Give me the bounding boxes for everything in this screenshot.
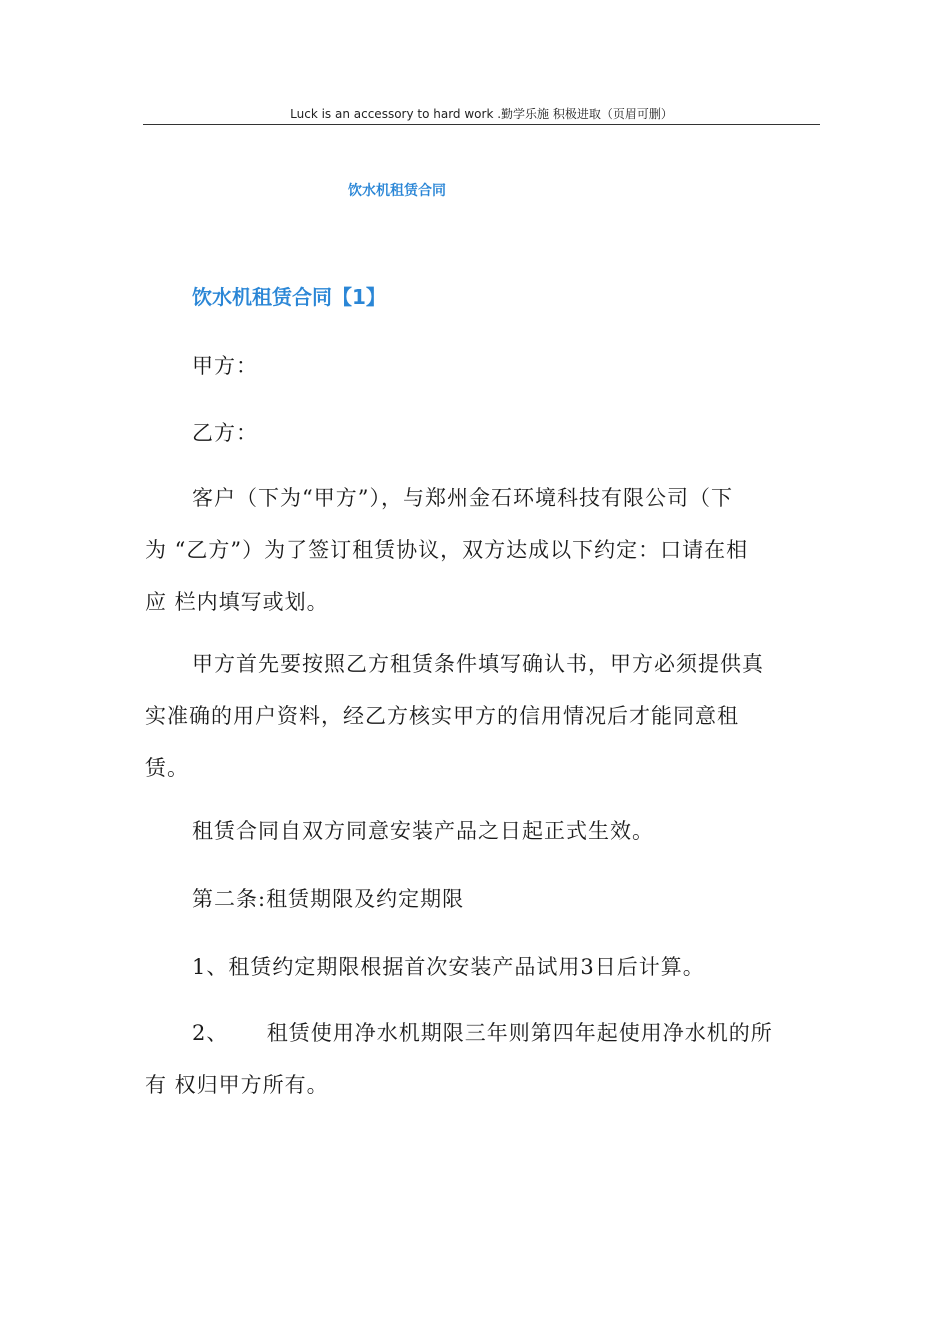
item2-line: 2、 租赁使用净水机期限三年则第四年起使用净水机的所 [192,1021,773,1045]
party-a-label: 甲方： [192,354,258,378]
intro-line: 客户（下为“甲方”），与郑州金石环境科技有限公司（下 [192,486,733,510]
intro-line: 为 “乙方”）为了签订租赁协议，双方达成以下约定：口请在相 [145,538,749,562]
header-text: Luck is an accessory to hard work .勤学乐施 积极进取（页眉可删） [290,107,673,121]
intro-paragraph [145,472,821,628]
requirements-line: 甲方首先要按照乙方租赁条件填写确认书，甲方必须提供真 [192,652,764,676]
page-header [143,104,820,125]
article2-item-1: 1、租赁约定期限根据首次安装产品试用3日后计算。 [192,955,705,979]
item2-line: 有 权归甲方所有。 [145,1073,329,1097]
section-title: 饮水机租赁合同【1】 [192,285,386,309]
party-b-label: 乙方： [192,421,258,445]
requirements-line: 实准确的用户资料，经乙方核实甲方的信用情况后才能同意租 [145,704,739,728]
intro-line: 应 栏内填写或划。 [145,590,329,614]
requirements-line: 赁。 [145,756,189,780]
article2-item-2 [145,1007,821,1111]
requirements-paragraph [145,638,821,794]
document-title: 饮水机租赁合同 [348,183,446,199]
effective-paragraph: 租赁合同自双方同意安装产品之日起正式生效。 [192,819,654,843]
article2-title: 第二条:租赁期限及约定期限 [192,887,465,911]
